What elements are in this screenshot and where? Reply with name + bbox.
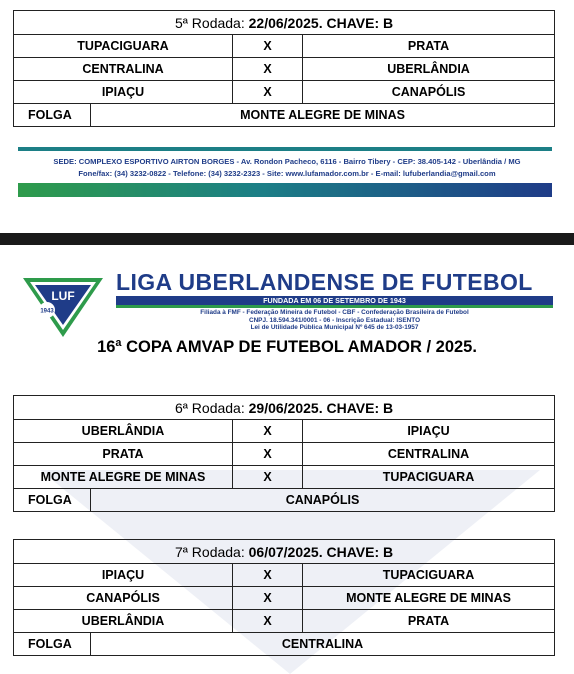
- away-team: CANAPÓLIS: [303, 81, 555, 104]
- round-5-title: [14, 11, 555, 35]
- away-team: PRATA: [303, 610, 555, 633]
- versus-mark: X: [233, 58, 303, 81]
- home-team: IPIAÇU: [14, 81, 233, 104]
- versus-mark: X: [233, 564, 303, 587]
- versus-mark: X: [233, 420, 303, 443]
- page-divider: [0, 233, 574, 245]
- away-team: CENTRALINA: [303, 443, 555, 466]
- versus-mark: X: [233, 443, 303, 466]
- public-utility-line: Lei de Utilidade Pública Municipal Nº 645 de 13-03-1957: [250, 324, 419, 331]
- green-underline: [116, 305, 553, 308]
- away-team: IPIAÇU: [303, 420, 555, 443]
- versus-mark: X: [233, 466, 303, 489]
- away-team: MONTE ALEGRE DE MINAS: [303, 587, 555, 610]
- logo-year: 1943: [40, 308, 54, 315]
- table-row: [14, 443, 555, 466]
- cup-title: 16ª COPA AMVAP DE FUTEBOL AMADOR / 2025.: [97, 338, 477, 356]
- away-team: TUPACIGUARA: [303, 564, 555, 587]
- home-team: UBERLÂNDIA: [14, 610, 233, 633]
- folga-row: [14, 489, 555, 512]
- folga-row: [14, 633, 555, 656]
- table-row: [14, 420, 555, 443]
- address-line: SEDE: COMPLEXO ESPORTIVO AIRTON BORGES - Av. Rondon Pacheco, 6116 - Bairro Tibery - CEP: 38.405-142 - Uberlândia / MG: [53, 157, 521, 166]
- round-5-label: 5ª Rodada:: [174, 14, 249, 31]
- contact-line: Fone/fax: (34) 3232-0822 - Telefone: (34) 3232-2323 - Site: www.lufamador.com.br - E-mail: lufuberlandia@gmail.com: [78, 169, 496, 178]
- round-5-date: 22/06/2025. CHAVE: B: [248, 14, 394, 31]
- table-row: [14, 466, 555, 489]
- logo-text: LUF: [51, 289, 75, 303]
- round-6-title-row: [14, 396, 555, 420]
- round-6-label: 6ª Rodada:: [174, 399, 249, 416]
- folga-label: FOLGA: [14, 104, 91, 127]
- home-team: MONTE ALEGRE DE MINAS: [14, 466, 233, 489]
- home-team: UBERLÂNDIA: [14, 420, 233, 443]
- home-team: CANAPÓLIS: [14, 587, 233, 610]
- table-row: [14, 564, 555, 587]
- founded-banner: FUNDADA EM 06 DE SETEMBRO DE 1943: [116, 296, 553, 305]
- table-row: [14, 58, 555, 81]
- away-team: TUPACIGUARA: [303, 466, 555, 489]
- home-team: PRATA: [14, 443, 233, 466]
- cnpj-line: CNPJ. 18.594.341/0001 - 06 - Inscrição Estadual: ISENTO: [248, 317, 421, 324]
- versus-mark: X: [233, 610, 303, 633]
- round-7-date: 06/07/2025. CHAVE: B: [248, 543, 394, 560]
- home-team: CENTRALINA: [14, 58, 233, 81]
- folga-label: FOLGA: [14, 633, 91, 656]
- versus-mark: X: [233, 35, 303, 58]
- versus-mark: X: [233, 587, 303, 610]
- round-6-title: [14, 396, 555, 420]
- folga-team: MONTE ALEGRE DE MINAS: [91, 104, 555, 127]
- teal-rule: [18, 147, 552, 151]
- folga-team: CANAPÓLIS: [91, 489, 555, 512]
- gradient-rule: [18, 183, 552, 197]
- table-row: [14, 610, 555, 633]
- home-team: TUPACIGUARA: [14, 35, 233, 58]
- top-sheet: [0, 0, 574, 233]
- home-team: IPIAÇU: [14, 564, 233, 587]
- round-7-label: 7ª Rodada:: [174, 543, 249, 560]
- versus-mark: X: [233, 81, 303, 104]
- round-5-title-row: [14, 11, 555, 35]
- round-6-table: [13, 395, 555, 512]
- folga-team: CENTRALINA: [91, 633, 555, 656]
- round-7-title: [14, 540, 555, 564]
- folga-row: [14, 104, 555, 127]
- league-name: LIGA UBERLANDENSE DE FUTEBOL: [116, 269, 533, 295]
- luf-shield-icon: [22, 276, 104, 338]
- round-6-date: 29/06/2025. CHAVE: B: [248, 399, 394, 416]
- affiliation-line: Filiada à FMF - Federação Mineira de Futebol - CBF - Confederação Brasileira de Futebol: [200, 309, 469, 316]
- table-row: [14, 35, 555, 58]
- away-team: UBERLÂNDIA: [303, 58, 555, 81]
- folga-label: FOLGA: [14, 489, 91, 512]
- away-team: PRATA: [303, 35, 555, 58]
- table-row: [14, 587, 555, 610]
- round-5-table: [13, 10, 555, 127]
- round-7-title-row: [14, 540, 555, 564]
- round-7-table: [13, 539, 555, 656]
- table-row: [14, 81, 555, 104]
